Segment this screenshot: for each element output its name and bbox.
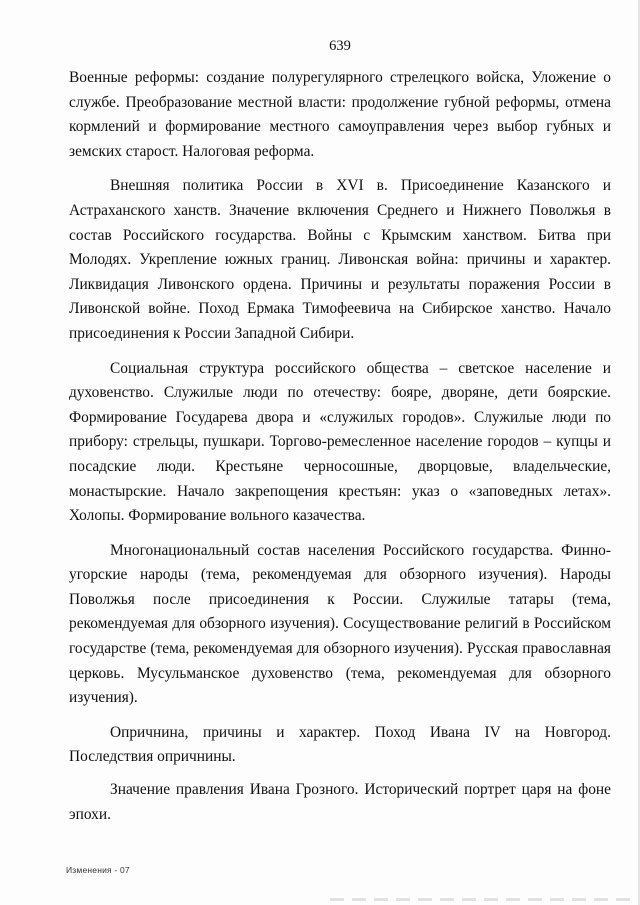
paragraph-foreign-policy: Внешняя политика России в XVI в. Присоединение Казанского и Астраханского ханств. Значение включения Среднего и Нижнего Поволжья в состав Российского государства. Войны с Крымским ханством. Битва при Молодях. Укрепление южных границ. Ливонская война: причины и характер. Ликвидация Ливонского ордена. Причины и результаты поражения России в Ливонской войне. Поход Ермака Тимофеевича на Сибирское ханство. Начало присоединения к России Западной Сибири. (69, 177, 611, 342)
paragraph-military-reforms: Военные реформы: создание полурегулярного стрелецкого войска, Уложение о службе. Преобразование местной власти: продолжение губной реформы, отмена кормлений и формирование местного самоуправления через выбор губных и земских старост. Налоговая реформа. (69, 69, 611, 160)
paragraph-multinational-population: Многонациональный состав населения Российского государства. Финно-угорские народы (тема, рекомендуемая для обзорного изучения). Народы Поволжья после присоединения к России. Служилые татары (тема, рекомендуемая для обзорного изучения). Сосуществование религий в Российском государстве (тема, рекомендуемая для обзорного изучения). Русская православная церковь. Мусульманское духовенство (тема, рекомендуемая для обзорного изучения). (69, 541, 611, 707)
paragraph-oprichnina: Опричнина, причины и характер. Поход Ивана IV на Новгород. Последствия опричнины. (69, 723, 611, 766)
scan-artifact-line (330, 898, 630, 901)
paragraph-ivan-significance: Значение правления Ивана Грозного. Исторический портрет царя на фоне эпохи. (69, 781, 611, 823)
page-number: 639 (329, 38, 351, 54)
paragraph-social-structure: Социальная структура российского общества – светское население и духовенство. Служилые люди по отечеству: бояре, дворяне, дети боярские. Формирование Государева двора и «служилых городов». Служилые люди по прибору: стрельцы, пушкари. Торгово-ремесленное население городов – купцы и посадские люди. Крестьяне черносошные, дворцовые, владельческие, монастырские. Начало закрепощения крестьян: указ о «заповедных летах». Холопы. Формирование вольного казачества. (69, 359, 611, 525)
revision-footer: Изменения - 07 (66, 865, 130, 875)
document-body (69, 66, 611, 837)
